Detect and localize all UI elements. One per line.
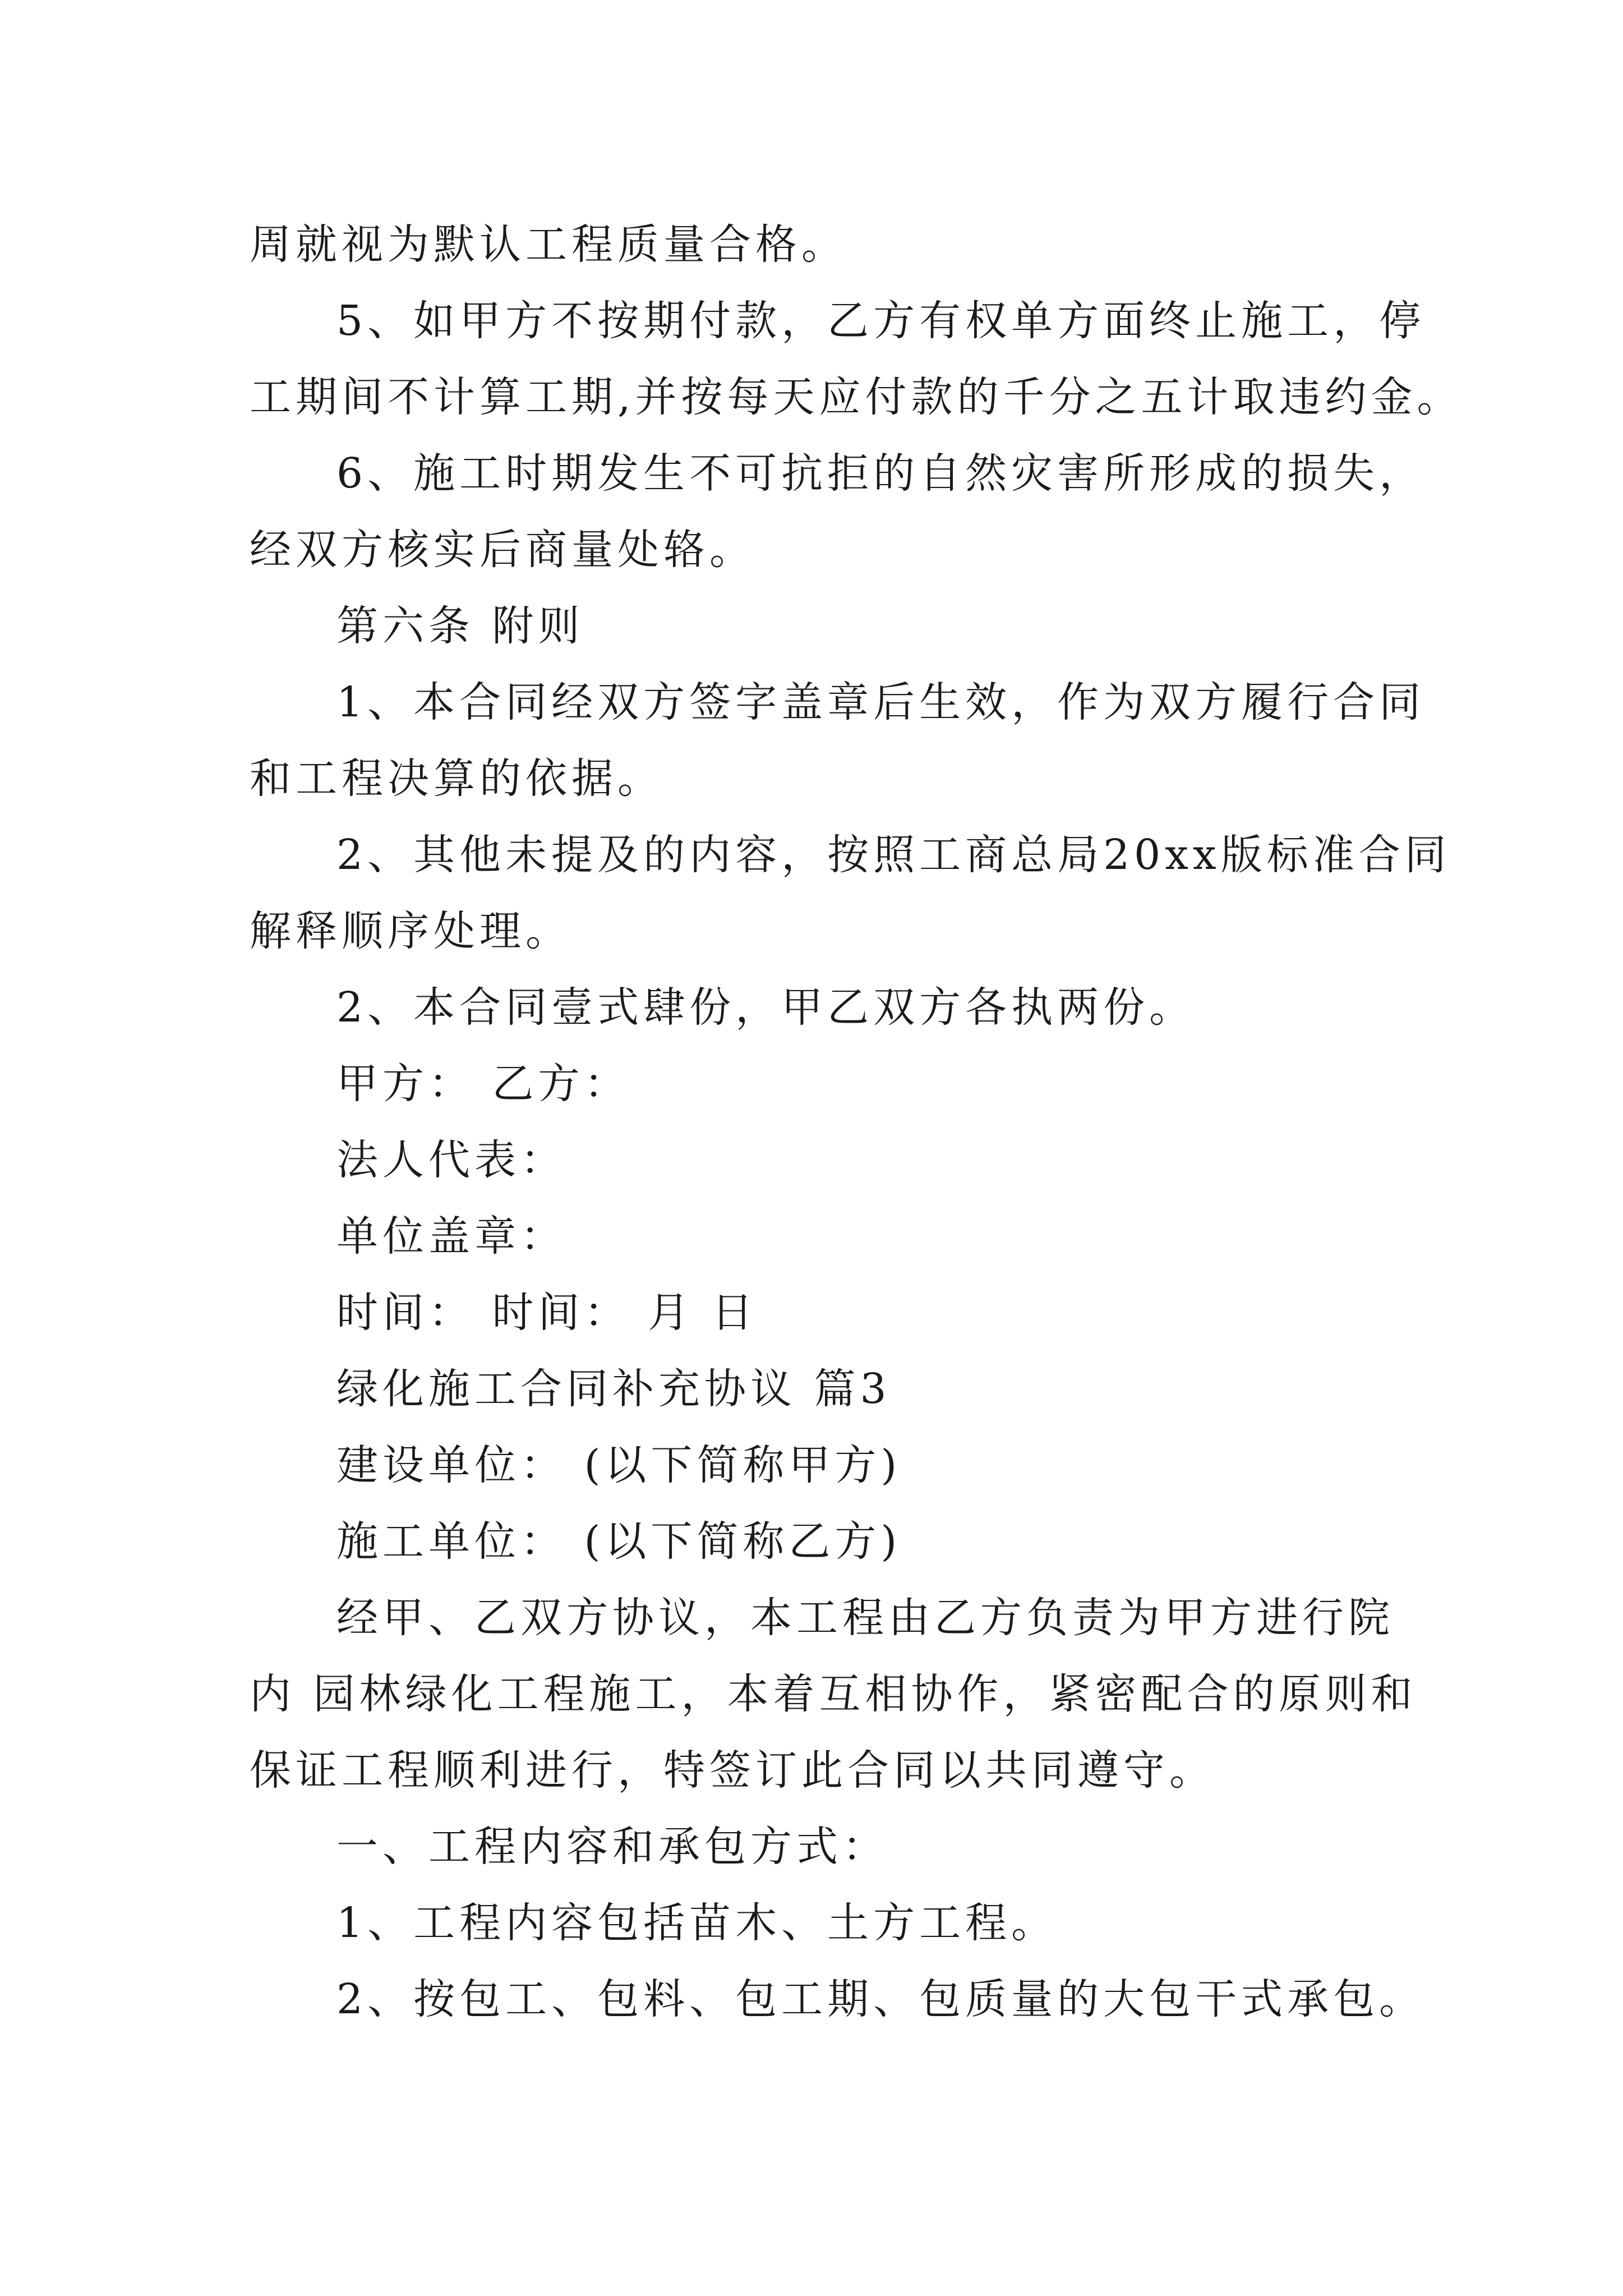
text-line: 工期间不计算工期,并按每天应付款的千分之五计取违约金。 bbox=[250, 373, 1463, 421]
text-line: 1、工程内容包括苗木、土方工程。 bbox=[336, 1899, 1058, 1947]
text-line: 和工程决算的依据。 bbox=[250, 754, 663, 803]
text-line: 经甲、乙双方协议，本工程由乙方负责为甲方进行院 bbox=[336, 1594, 1394, 1642]
section-heading: 一、工程内容和承包方式： bbox=[336, 1823, 888, 1871]
text-line: 6、施工时期发生不可抗拒的自然灾害所形成的损失， bbox=[336, 449, 1426, 498]
company-seal: 单位盖章： bbox=[336, 1212, 566, 1260]
legal-representative: 法人代表： bbox=[336, 1136, 566, 1184]
signature-parties: 甲方： 乙方： bbox=[336, 1060, 630, 1108]
text-line: 解释顺序处理。 bbox=[250, 907, 571, 955]
signing-date: 时间： 时间： 月 日 bbox=[336, 1289, 758, 1337]
text-line: 内 园林绿化工程施工，本着互相协作，紧密配合的原则和 bbox=[250, 1670, 1417, 1718]
text-line: 2、本合同壹式肆份，甲乙双方各执两份。 bbox=[336, 983, 1196, 1032]
text-line: 经双方核实后商量处辂。 bbox=[250, 526, 755, 574]
text-line: 施工单位： (以下简称乙方) bbox=[336, 1517, 902, 1566]
document-title: 绿化施工合同补充协议 篇3 bbox=[336, 1365, 891, 1413]
text-line: 2、按包工、包料、包工期、包质量的大包干式承包。 bbox=[336, 1975, 1426, 2023]
text-line: 5、如甲方不按期付款，乙方有权单方面终止施工，停 bbox=[336, 297, 1426, 345]
text-line: 周就视为默认工程质量合格。 bbox=[250, 220, 847, 269]
text-line: 保证工程顺利进行，特签订此合同以共同遵守。 bbox=[250, 1746, 1215, 1795]
section-heading: 第六条 附则 bbox=[336, 602, 584, 650]
text-line: 2、其他未提及的内容，按照工商总局20xx版标准合同 bbox=[336, 831, 1451, 879]
text-line: 建设单位： (以下简称甲方) bbox=[336, 1441, 902, 1489]
text-line: 1、本合同经双方签字盖章后生效，作为双方履行合同 bbox=[336, 678, 1426, 726]
